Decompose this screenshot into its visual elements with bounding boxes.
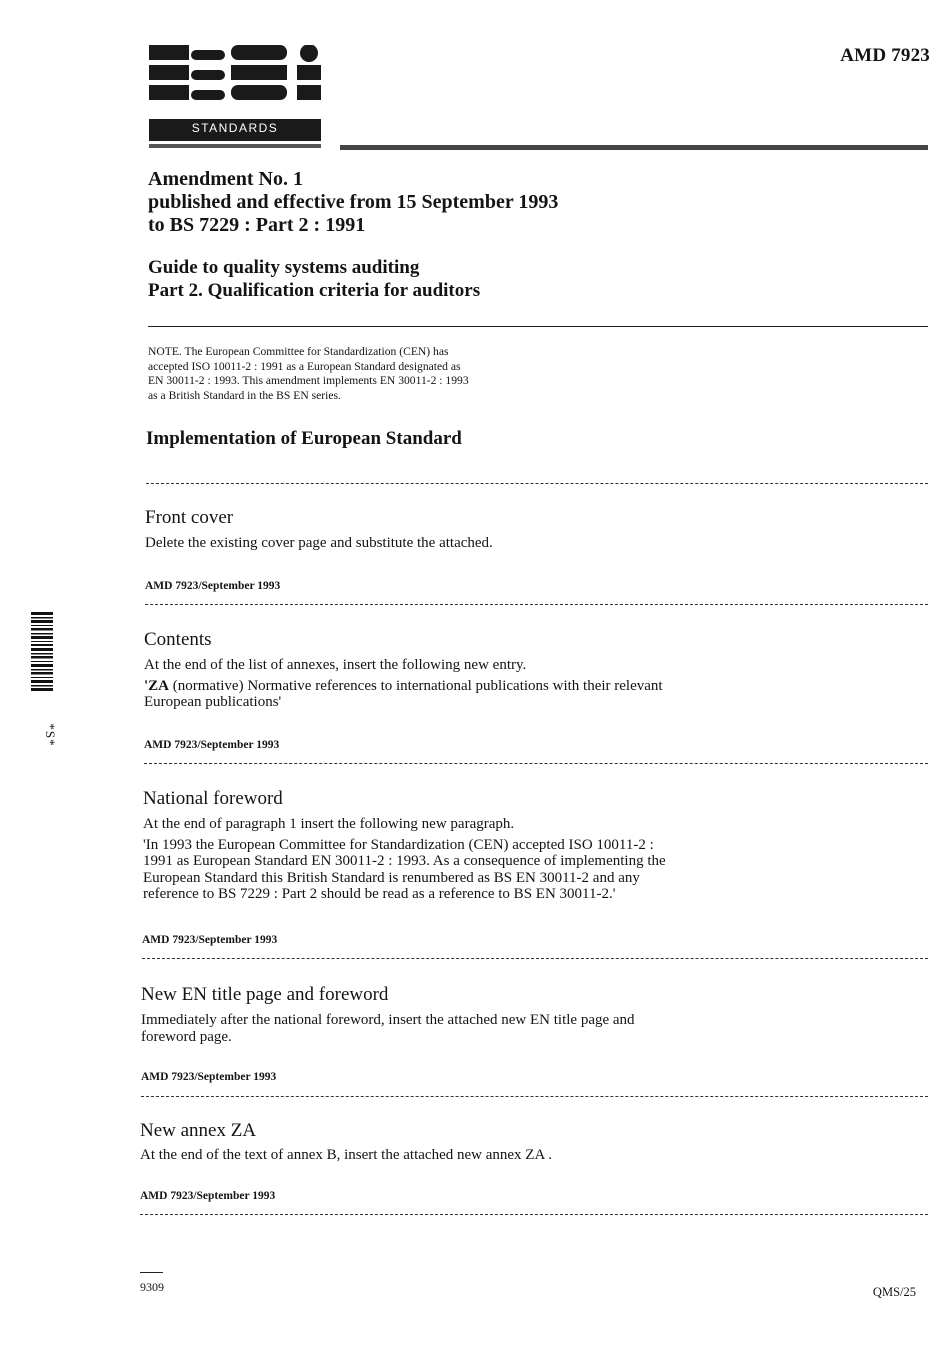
note-line-4: as a British Standard in the BS EN series.	[148, 388, 341, 402]
section-heading-new-annex-za: New annex ZA	[140, 1120, 257, 1141]
standard-title-line-2: Part 2. Qualification criteria for auditors	[148, 280, 481, 301]
bsi-logo	[149, 45, 321, 151]
quote-line-4: reference to BS 7229 : Part 2 should be read as a reference to BS EN 30011-2.'	[143, 886, 616, 902]
standard-title-line-1: Guide to quality systems auditing	[148, 257, 420, 278]
section-divider	[145, 604, 928, 605]
quote-line-3: European Standard this British Standard is renumbered as BS EN 30011-2 and any	[143, 869, 640, 886]
section-heading-front-cover: Front cover	[145, 507, 234, 528]
section-divider	[146, 483, 928, 484]
section-heading-contents: Contents	[144, 629, 212, 650]
section-body-front-cover	[145, 535, 825, 556]
section-ref-new-annex-za: AMD 7923/September 1993	[140, 1190, 276, 1202]
logo-caption: STANDARDS	[191, 121, 279, 135]
section-body-line: Immediately after the national foreword, insert the attached new EN title page and	[141, 1012, 635, 1028]
quote-line-2: 1991 as European Standard EN 30011-2 : 1993. As a consequence of implementing the	[143, 853, 666, 869]
title-rule	[148, 326, 928, 327]
section-body-line: Delete the existing cover page and substitute the attached.	[145, 535, 493, 551]
section-body-line: At the end of paragraph 1 insert the following new paragraph.	[143, 816, 515, 832]
header-rule	[340, 145, 928, 150]
section-heading-national-foreword: National foreword	[143, 788, 283, 809]
amendment-line-3: to BS 7229 : Part 2 : 1991	[148, 214, 366, 236]
section-divider	[140, 1214, 928, 1215]
quote-line-1: (normative) Normative references to international publications with their relevant	[169, 677, 663, 694]
footer-left-code: 9309	[140, 1280, 164, 1294]
implementation-heading: Implementation of European Standard	[146, 428, 462, 449]
section-body-line: At the end of the text of annex B, insert the attached new annex ZA .	[140, 1147, 552, 1163]
section-body-national-foreword	[143, 816, 843, 903]
amendment-line-1: Amendment No. 1	[148, 168, 303, 190]
section-body-new-annex-za	[140, 1147, 840, 1164]
section-divider	[141, 1096, 928, 1097]
quote-prefix: 'ZA	[144, 677, 170, 694]
amendment-line-2: published and effective from 15 September 1993	[148, 191, 559, 213]
section-body-line: foreword page.	[141, 1028, 232, 1045]
side-mark: *S*	[43, 723, 58, 747]
bsi-logo-icon	[149, 45, 321, 151]
footer-rule	[140, 1272, 163, 1273]
note-block	[148, 345, 538, 403]
section-ref-contents: AMD 7923/September 1993	[144, 739, 280, 751]
quote-line-1: 'In 1993 the European Committee for Standardization (CEN) accepted ISO 10011-2 :	[143, 836, 654, 853]
note-line-2: accepted ISO 10011-2 : 1991 as a European Standard designated as	[148, 359, 461, 373]
note-line-1: NOTE. The European Committee for Standardization (CEN) has	[148, 345, 449, 358]
barcode	[31, 612, 53, 692]
section-ref-new-en-title: AMD 7923/September 1993	[141, 1071, 277, 1083]
section-ref-front-cover: AMD 7923/September 1993	[145, 580, 281, 592]
standard-title	[148, 256, 848, 302]
amendment-title	[148, 168, 848, 237]
section-divider	[142, 958, 928, 959]
section-body-line: At the end of the list of annexes, insert the following new entry.	[144, 657, 527, 673]
note-line-3: EN 30011-2 : 1993. This amendment implements EN 30011-2 : 1993	[148, 374, 469, 388]
amendment-code: AMD 7923	[840, 45, 930, 66]
section-heading-new-en-title: New EN title page and foreword	[141, 984, 389, 1005]
section-body-new-en-title	[141, 1012, 841, 1045]
section-divider	[144, 763, 928, 764]
barcode-icon	[31, 612, 53, 692]
section-ref-national-foreword: AMD 7923/September 1993	[142, 934, 278, 946]
section-body-contents	[144, 657, 844, 711]
footer-right-code: QMS/25	[872, 1285, 916, 1299]
quote-line-2: European publications'	[144, 694, 282, 710]
